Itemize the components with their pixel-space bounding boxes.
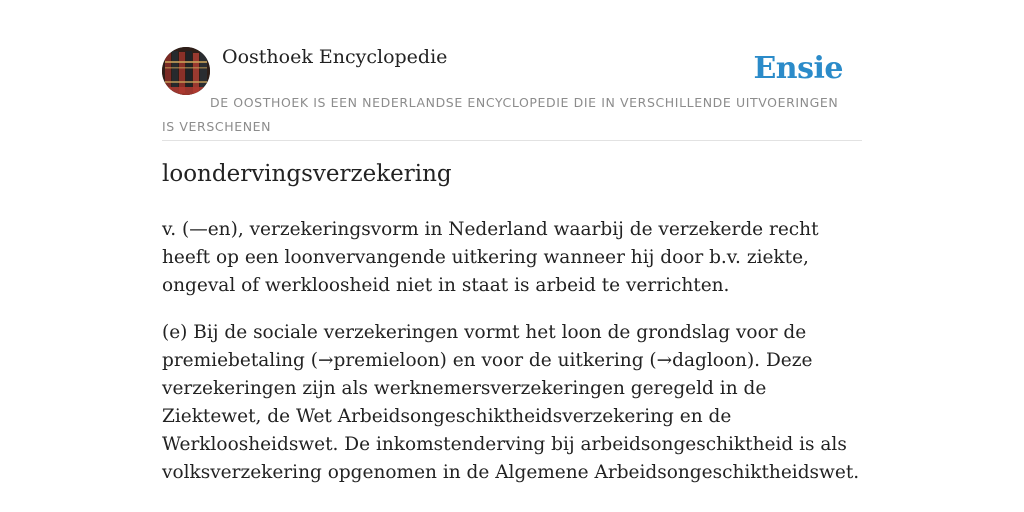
entry-paragraph: (e) Bij de sociale verzekeringen vormt het loon de grondslag voor de premiebetaling (→premieloon) en voor de uitkering (→dagloon). Deze verzekeringen zijn als werknemersverzekeringen geregeld in de Ziektewet, de Wet Arbeidsongeschiktheidsverzekering en de Werkloosheidswet. De inkomstenderving bij arbeidsongeschiktheid is als volksverzekering opgenomen in de Algemene Arbeidsongeschiktheidswet.	[162, 322, 860, 483]
source-avatar[interactable]	[162, 47, 210, 95]
source-title[interactable]: Oosthoek Encyclopedie	[222, 46, 448, 68]
source-description: DE OOSTHOEK IS EEN NEDERLANDSE ENCYCLOPEDIE DIE IN VERSCHILLENDE UITVOERINGEN IS VERSCHENEN	[162, 95, 839, 134]
entry-title: loondervingsverzekering	[162, 161, 452, 187]
source-header	[162, 46, 862, 141]
entry-paragraph: v. (—en), verzekeringsvorm in Nederland waarbij de verzekerde recht heeft op een loonvervangende uitkering wanneer hij door b.v. ziekte, ongeval of werkloosheid niet in staat is arbeid te verrichten.	[162, 219, 819, 296]
ensie-logo-link[interactable]: Ensie	[753, 51, 843, 86]
books-icon	[162, 47, 210, 95]
